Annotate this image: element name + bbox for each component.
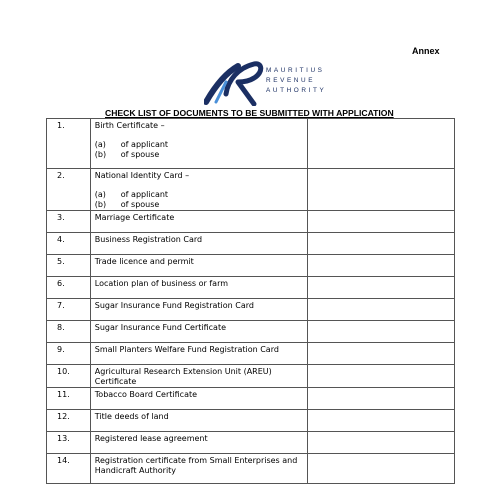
row-number: 3. [47,211,91,233]
sub-item-text: of spouse [120,150,160,159]
document-name: Location plan of business or farm [94,279,229,288]
checklist-table [46,118,455,484]
checklist-row [47,388,455,410]
checklist-row [47,432,455,454]
checkbox-cell [307,321,454,343]
row-number: 4. [47,233,91,255]
row-number: 1. [47,119,91,169]
document-name: Tobacco Board Certificate [94,390,198,399]
checkbox-cell [307,233,454,255]
checkbox-cell [307,365,454,388]
document-name: Birth Certificate – [94,121,165,130]
checkbox-cell [307,119,454,169]
sub-item-text: of applicant [120,190,169,199]
row-number: 5. [47,255,91,277]
checkbox-cell [307,432,454,454]
row-number: 6. [47,277,91,299]
document-title: CHECK LIST OF DOCUMENTS TO BE SUBMITTED WITH APPLICATION [105,108,394,118]
row-description-cell [90,119,307,169]
row-description-cell [90,410,307,432]
document-name: Trade licence and permit [94,257,194,266]
row-description-cell [90,321,307,343]
row-number: 12. [47,410,91,432]
sub-item-text: of spouse [120,200,160,209]
sub-item [95,190,303,200]
checkbox-cell [307,454,454,484]
spacer [95,131,303,140]
row-number: 2. [47,169,91,211]
row-number: 14. [47,454,91,484]
checklist-row [47,343,455,365]
checkbox-cell [307,299,454,321]
row-number: 8. [47,321,91,343]
checkbox-cell [307,255,454,277]
sub-item [95,140,303,150]
document-name: Marriage Certificate [94,213,175,222]
document-name: Small Planters Welfare Fund Registration Card [94,345,279,354]
row-number: 13. [47,432,91,454]
row-number: 10. [47,365,91,388]
row-description-cell [90,277,307,299]
row-description-cell [90,169,307,211]
annex-label: Annex [412,46,440,56]
document-name: Title deeds of land [94,412,169,421]
document-name: Business Registration Card [94,235,203,244]
document-name: National Identity Card – [94,171,190,180]
checklist-row [47,169,455,211]
document-name: Sugar Insurance Fund Certificate [94,323,227,332]
row-description-cell [90,211,307,233]
checkbox-cell [307,211,454,233]
checklist-row [47,410,455,432]
checkbox-cell [307,277,454,299]
sub-item-label: (b) [94,150,107,159]
checkbox-cell [307,410,454,432]
checklist-row [47,233,455,255]
row-description-cell [90,233,307,255]
checklist-row [47,454,455,484]
row-description-cell [90,432,307,454]
row-number: 7. [47,299,91,321]
checklist-row [47,211,455,233]
sub-item-text: of applicant [120,140,169,149]
row-number: 11. [47,388,91,410]
sub-item-label: (b) [94,200,107,209]
checklist-row [47,255,455,277]
checklist-row [47,299,455,321]
checklist-row [47,119,455,169]
checklist-row [47,321,455,343]
checkbox-cell [307,343,454,365]
document-name: Registered lease agreement [94,434,208,443]
checkbox-cell [307,388,454,410]
document-name: Agricultural Research Extension Unit (AREU) Certificate [94,367,272,386]
checkbox-cell [307,169,454,211]
sub-item [95,200,303,210]
document-name: Sugar Insurance Fund Registration Card [94,301,254,310]
checklist-row [47,365,455,388]
logo-line-1: MAURITIUS [266,67,325,74]
mra-logo-icon [204,58,266,106]
sub-item-label: (a) [94,190,106,199]
logo-wordmark [266,66,326,95]
row-description-cell [90,365,307,388]
logo-line-3: AUTHORITY [266,86,327,94]
document-name: Registration certificate from Small Enterprises and Handicraft Authority [94,456,298,475]
spacer [95,181,303,190]
row-description-cell [90,388,307,410]
mra-logo [204,58,327,110]
row-description-cell [90,454,307,484]
row-description-cell [90,343,307,365]
checklist-row [47,277,455,299]
sub-item [95,150,303,160]
row-description-cell [90,299,307,321]
logo-line-2: REVENUE [266,76,316,84]
row-number: 9. [47,343,91,365]
sub-item-label: (a) [94,140,106,149]
row-description-cell [90,255,307,277]
